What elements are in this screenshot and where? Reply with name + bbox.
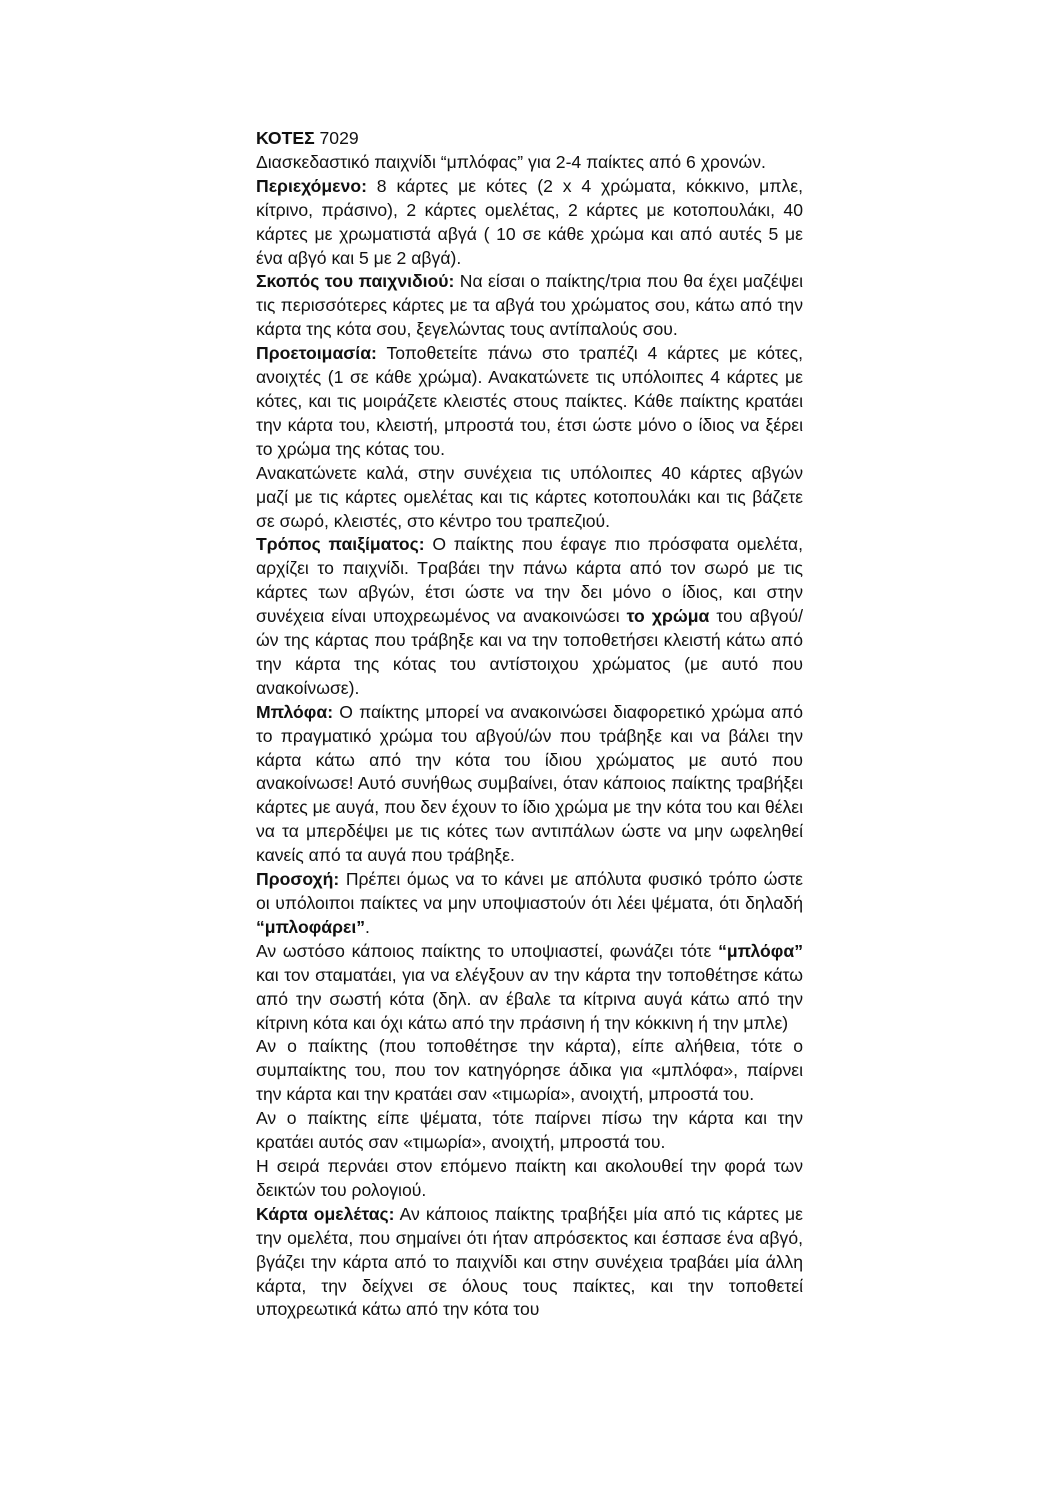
paragraph: [256, 868, 803, 940]
title-bold: ΚΟΤΕΣ: [256, 128, 315, 148]
bold-text: Προετοιμασία:: [256, 343, 377, 364]
paragraph: [256, 462, 803, 534]
body-text: Αν ο παίκτης είπε ψέματα, τότε παίρνει πίσω την κάρτα και την κρατάει αυτός σαν «τιμωρία», ανοιχτή, μπροστά του.: [256, 1108, 803, 1153]
paragraphs: [256, 151, 803, 1322]
paragraph: [256, 270, 803, 342]
paragraph: [256, 151, 803, 175]
paragraph: [256, 1203, 803, 1323]
body-text: Αν ο παίκτης (που τοποθέτησε την κάρτα), είπε αλήθεια, τότε ο συμπαίκτης του, που τον κατηγόρησε άδικα για «μπλόφα», παίρνει την κάρτα και την κρατάει σαν «τιμωρία», ανοιχτή, μπροστά του.: [256, 1036, 803, 1105]
bold-text: Προσοχή:: [256, 869, 340, 890]
paragraph: [256, 940, 803, 1036]
body-text: Τοποθετείτε πάνω στο τραπέζι 4 κάρτες με κότες, ανοιχτές (1 σε κάθε χρώμα). Ανακατώνετε τις υπόλοιπες 4 κάρτες με κότες, και τις μοιράζετε κλειστές στους παίκτες. Κάθε παίκτης κρατάει την κάρτα του, κλειστή, μπροστά του, έτσι ώστε μόνο ο ίδιος να ξέρει το χρώμα της κότας του.: [256, 343, 803, 459]
paragraph: [256, 342, 803, 462]
body-text: Η σειρά περνάει στον επόμενο παίκτη και ακολουθεί την φορά των δεικτών του ρολογιού.: [256, 1155, 803, 1200]
body-text: Ανακατώνετε καλά, στην συνέχεια τις υπόλοιπες 40 κάρτες αβγών μαζί με τις κάρτες ομελέτας και τις κάρτες κοτοπουλάκι και τις βάζετε σε σωρό, κλειστές, στο κέντρο του τραπεζιού.: [256, 462, 803, 531]
paragraph: [256, 1155, 803, 1203]
document-title: [256, 127, 803, 151]
title-code: 7029: [314, 128, 359, 148]
bold-text: Σκοπός του παιχνιδιού:: [256, 271, 455, 292]
body-text: Ο παίκτης που έφαγε πιο πρόσφατα ομελέτα, αρχίζει το παιχνίδι. Τραβάει την πάνω κάρτα από τον σωρό με τις κάρτες των αβγών, έτσι ώστε να την δει μόνο ο ίδιος, και στην συνέχεια είναι υποχρεωμένος να ανακοινώσει: [256, 534, 803, 627]
paragraph: [256, 701, 803, 868]
bold-text: “μπλόφα”: [718, 940, 803, 961]
paragraph: [256, 1107, 803, 1155]
body-text: Πρέπει όμως να το κάνει με απόλυτα φυσικό τρόπο ώστε οι υπόλοιποι παίκτες να μην υποψιαστούν ότι λέει ψέματα, ότι δηλαδή: [256, 869, 803, 913]
paragraph: [256, 533, 803, 700]
document-page: [256, 127, 803, 1322]
body-text: 8 κάρτες με κότες (2 x 4 χρώματα, κόκκινο, μπλε, κίτρινο, πράσινο), 2 κάρτες ομελέτας, 2 κάρτες με κοτοπουλάκι, 40 κάρτες με χρωματιστά αβγά ( 10 σε κάθε χρώμα και από αυτές 5 με ένα αβγό και 5 με 2 αβγά).: [256, 175, 803, 268]
bold-text: Τρόπος παιξίματος:: [256, 534, 425, 555]
bold-text: Μπλόφα:: [256, 701, 334, 722]
body-text: Αν ωστόσο κάποιος παίκτης το υποψιαστεί, φωνάζει τότε: [256, 940, 719, 961]
paragraph: [256, 175, 803, 271]
body-text: του αβγού/ών της κάρτας που τράβηξε και να την τοποθετήσει κλειστή κάτω από την κάρτα της κότας του αντίστοιχου χρώματος (με αυτό που ανακοίνωσε).: [256, 606, 803, 698]
body-text: και τον σταματάει, για να ελέγξουν αν την κάρτα την τοποθέτησε κάτω από την σωστή κότα (δηλ. αν έβαλε τα κίτρινα αυγά κάτω από την κίτρινη κότα και όχι κάτω από την πράσινη ή την κόκκινη ή την μπλε): [256, 964, 803, 1033]
bold-text: “μπλοφάρει”: [256, 916, 366, 937]
body-text: Αν κάποιος παίκτης τραβήξει μία από τις κάρτες με την ομελέτα, που σημαίνει ότι ήταν απρόσεκτος και έσπασε ένα αβγό, βγάζει την κάρτα από το παιχνίδι και στην συνέχεια τραβάει μία άλλη κάρτα, την δείχνει σε όλους τους παίκτες, και την τοποθετεί υποχρεωτικά κάτω από την κότα του: [256, 1203, 803, 1320]
bold-text: Κάρτα ομελέτας:: [256, 1203, 395, 1224]
body-text: .: [365, 916, 370, 937]
bold-text: Περιεχόμενο:: [256, 175, 367, 196]
body-text: Να είσαι ο παίκτης/τρια που θα έχει μαζέψει τις περισσότερες κάρτες με τα αβγά του χρώματος σου, κάτω από την κάρτα της κότα σου, ξεγελώντας τους αντίπαλούς σου.: [256, 271, 803, 340]
body-text: Ο παίκτης μπορεί να ανακοινώσει διαφορετικό χρώμα από το πραγματικό χρώμα του αβγού/ών που τράβηξε και να βάλει την κάρτα κάτω από την κότα του ίδιου χρώματος με αυτό που ανακοίνωσε! Αυτό συνήθως συμβαίνει, όταν κάποιος παίκτης τραβήξει κάρτες με αυγά, που δεν έχουν το ίδιο χρώμα με την κότα του και θέλει να τα μπερδέψει με τις κότες των αντιπάλων ώστε να μην ωφεληθεί κανείς από τα αυγά που τράβηξε.: [256, 701, 804, 866]
bold-text: το χρώμα: [626, 606, 710, 627]
paragraph: [256, 1035, 803, 1107]
body-text: Διασκεδαστικό παιχνίδι “μπλόφας” για 2-4 παίκτες από 6 χρονών.: [256, 151, 766, 172]
